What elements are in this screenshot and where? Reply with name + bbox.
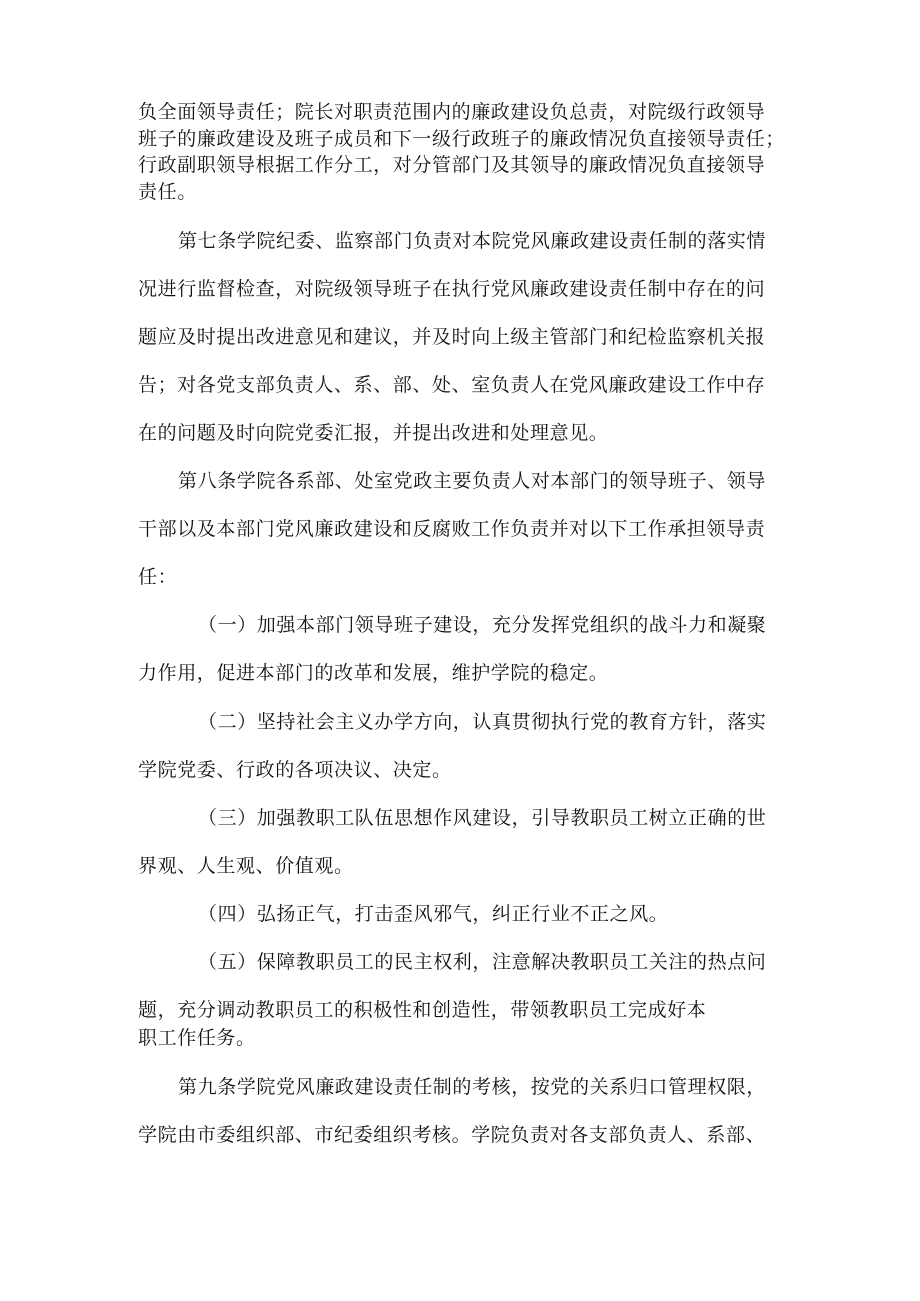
text-line: 告；对各党支部负责人、系、部、处、室负责人在党风廉政建设工作中存: [138, 374, 766, 396]
text-line: （一）加强本部门领导班子建设，充分发挥党组织的战斗力和凝聚: [198, 614, 767, 636]
text-line: 班子的廉政建设及班子成员和下一级行政班子的廉政情况负直接领导责任；: [138, 128, 785, 150]
text-line: 负全面领导责任；院长对职责范围内的廉政建设负总责，对院级行政领导: [138, 101, 766, 123]
text-line: 第七条学院纪委、监察部门负责对本院党风廉政建设责任制的落实情: [178, 230, 767, 252]
text-line: 学院由市委组织部、市纪委组织考核。学院负责对各支部负责人、系部、: [138, 1124, 766, 1146]
text-line: 界观、人生观、价值观。: [138, 855, 354, 877]
text-line: 职工作任务。: [138, 1027, 256, 1049]
text-line: 题应及时提出改进意见和建议，并及时向上级主管部门和纪检监察机关报: [138, 326, 766, 348]
text-line: 行政副职领导根据工作分工，对分管部门及其领导的廉政情况负直接领导: [138, 154, 766, 176]
text-line: （五）保障教职员工的民主权利，注意解决教职员工关注的热点问: [198, 951, 767, 973]
text-line: （四）弘扬正气，打击歪风邪气，纠正行业不正之风。: [198, 903, 669, 925]
text-line: （三）加强教职工队伍思想作风建设，引导教职员工树立正确的世: [198, 807, 767, 829]
text-line: 干部以及本部门党风廉政建设和反腐败工作负责并对以下工作承担领导责: [138, 518, 766, 540]
text-line: 第八条学院各系部、处室党政主要负责人对本部门的领导班子、领导: [178, 470, 767, 492]
text-line: 在的问题及时向院党委汇报，并提出改进和处理意见。: [138, 422, 609, 444]
text-line: 学院党委、行政的各项决议、决定。: [138, 759, 452, 781]
text-line: （二）坚持社会主义办学方向，认真贯彻执行党的教育方针，落实: [198, 711, 767, 733]
text-line: 况进行监督检查，对院级领导班子在执行党风廉政建设责任制中存在的问: [138, 278, 766, 300]
text-line: 力作用，促进本部门的改革和发展，维护学院的稳定。: [138, 662, 609, 684]
text-line: 题，充分调动教职员工的积极性和创造性，带领教职员工完成好本: [138, 999, 707, 1021]
text-line: 第九条学院党风廉政建设责任制的考核，按党的关系归口管理权限，: [178, 1076, 767, 1098]
text-line: 责任。: [138, 181, 197, 203]
text-line: 任：: [138, 566, 178, 588]
